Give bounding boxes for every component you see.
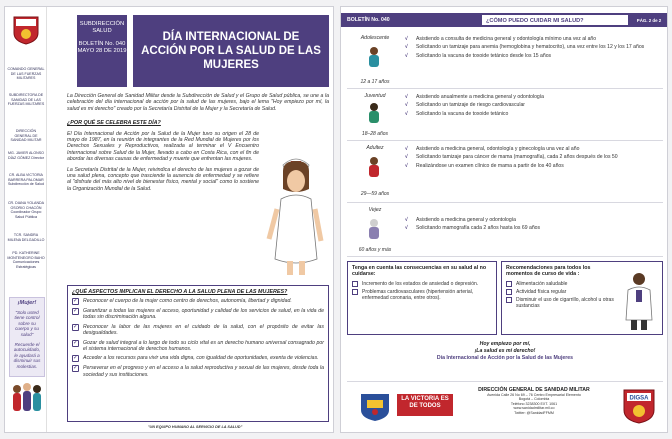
check-icon: √ [405,217,408,223]
mujer-note: Recuerde el autocuidado, le ayudará a disminuir sus molestias. [13,341,41,369]
care-item [405,217,659,223]
check-icon: √ [405,146,408,152]
square-bullet-icon [352,281,358,287]
care-text: Solicitando mamografía cada 2 años hasta los 69 años [416,225,541,232]
recommendation-item [506,281,618,287]
aspect-text: Perseverar en el progreso y en el acceso a la salud reproductiva y sexual de las mujeres, desde toda la sociedad y sus instituciones. [83,365,324,378]
adolescent-figure-icon [359,45,389,67]
why-heading: ¿POR QUÉ SE CELEBRA ESTE DÍA? [67,120,161,127]
care-item [405,102,659,108]
consequence-item [352,289,492,301]
check-icon: √ [405,154,408,161]
care-item [405,163,659,169]
care-question: ¿CÓMO PUEDO CUIDAR MI SALUD? [481,14,629,26]
logo-text: DIGSA [629,395,649,402]
aspect-item [72,308,324,321]
group-age: 12 a 17 años [360,79,390,85]
group-name: Adolescente [360,35,390,41]
consequences-box [347,261,497,335]
care-text: Solicitando tamizaje para cáncer de mama (mamografía), cada 2 años después de los 50 [416,154,618,161]
sidebar-entry: PD. KATHERINE MONTENEGRO BAHO Comunicaciones Estratégicas [7,251,45,269]
care-item [405,53,659,59]
group-name: Adultez [366,145,384,151]
bulletin-page-2 [340,6,668,433]
group-row-adolescente [347,33,663,89]
mujer-quote: "Solo usted tiene control sobre su cuerpo y su salud" [14,309,40,337]
recommendation-text: Disminuir el uso de cigarrillo, alcohol u otras sustancias [516,297,614,310]
checkbox-icon: ✓ [73,323,79,330]
aspect-text: Reconocer la labor de las mujeres en el cuidado de la salud, con el propósito de evitar las desigualdades. [83,323,324,337]
footer-address: Avenida Calle 26 No 69 – 76 Centro Empresarial Elemento [487,392,581,397]
youth-figure-icon [359,101,389,123]
checkbox-icon: ✓ [73,298,79,304]
check-icon: √ [405,162,408,169]
checkbox-icon: ✓ [73,365,79,372]
sidebar-entry: CR. DIANA YOLANDA OSORIO CHACÓN Coordinador Grupo Salud Pública [7,201,45,219]
sidebar-entry: MG. JAVIER ALONSO DÍAZ GÓMEZ Director [8,151,44,160]
doctor-illustration [622,270,656,332]
check-icon: √ [405,94,408,100]
square-bullet-icon [506,289,512,295]
sidebar-entry: SUBDIRECTORA DE SANIDAD DE LAS FUERZAS MILITARES [7,93,45,107]
care-text: Asistiendo a consulta de medicina general y odontología mínimo una vez al año [416,36,597,42]
group-row-adultez [347,143,663,203]
mujer-heading: ¡Mujer! [17,300,37,306]
square-bullet-icon [352,289,358,295]
aspect-item [72,365,324,378]
slogan: "UN EQUIPO HUMANO AL SERVICIO DE LA SALUD" [147,425,243,429]
check-icon: √ [405,102,408,109]
check-icon: √ [405,110,408,117]
footer-twitter[interactable]: Twitter: @SanidadFFMM [514,410,554,415]
elder-figure-icon [359,217,389,239]
recommendations-heading: Recomendaciones para todos los momentos de curso de vida : [506,265,591,278]
care-text: Asistiendo a medicina general, odontología y ginecología una vez al año [416,146,580,152]
bulletin-number: BOLETÍN No. 040 [347,17,390,23]
sidebar-entry: CR. ALBA VICTORIA BARRERA PALOMAR Subdirección de Salud [8,173,44,187]
aspect-item [72,324,324,337]
aspect-item [72,340,324,353]
aspects-heading: ¿QUÉ ASPECTOS IMPLICAN EL DERECHO A LA SALUD PLENA DE LAS MUJERES? [72,289,288,295]
aspect-text: Reconocer el cuerpo de la mujer como centro de derechos, autonomía, libertad y dignidad. [83,298,292,304]
group-age: 60 años y más [358,247,392,253]
group-age: 29—59 años [360,191,390,197]
care-item [405,146,659,152]
group-name: Vejez [368,207,382,213]
intro-text: La Dirección General de Sanidad Militar desde la Subdirección de Salud y el Grupo de Salud pública, se une a la celebración del día internacional de acción por la salud de las mujeres, bajo el lema "Hoy empiezo por mí, la salud es mi derecho" creado por la Secretaría Distrital de la Mujer y la Secretaría de Salud. [67,93,329,112]
campaign-badge: LA VICTORIA ES DE TODOS [397,394,453,416]
checkbox-icon: ✓ [73,339,79,346]
bulletin-date: MAYO 28 DE 2019 [77,48,127,54]
recommendation-text: Alimentación saludable [516,280,568,287]
care-item [405,154,659,160]
square-bullet-icon [506,281,512,287]
check-icon: √ [405,44,408,51]
women-group-illustration [9,379,45,419]
care-text: Solicitando la vacuna de toxoide tetánico desde los 15 años [416,52,552,59]
secretaria-text: La Secretaría Distrital de la Mujer, reivindica el derecho de las mujeres a gozar de una salud plena, concepto que trasciende la ausencia de enfermedad y se refiere al "disfrute del más alto nivel de bienestar físico, mental y social" como lo sostiene la Organización Mundial de la Salud. [67,166,259,192]
consequence-text: Incremento de los estados de ansiedad o depresión. [362,280,479,287]
footer-title: DIRECCIÓN GENERAL DE SANIDAD MILITAR [478,387,590,393]
care-item [405,44,659,50]
bulletin-number: BOLETÍN No. 040 [78,41,126,47]
square-bullet-icon [506,297,512,303]
aspects-section [67,285,329,422]
mujer-callout [9,297,45,377]
check-icon: √ [405,52,408,59]
care-item [405,94,659,100]
care-text: Asistiendo anualmente a medicina general y odontología [416,94,544,100]
recommendation-item [506,297,618,309]
bulletin-info [77,15,127,87]
closing-line-2: ¡La salud es mi derecho! [474,348,536,354]
closing-line-3: Día Internacional de Acción por la Salud de las Mujeres [436,355,574,361]
nurse-illustration [263,149,329,279]
sidebar-entry: TCR. SANDRA MILENA DELGADILLO [7,233,45,242]
recommendation-item [506,289,618,295]
group-row-juventud [347,91,663,141]
contact-block [459,388,609,416]
military-crest-logo [357,390,393,422]
group-age: 18–28 años [361,131,389,137]
bulletin-page-1 [4,6,334,433]
sidebar [5,7,47,433]
history-text: El Día Internacional de Acción por la Salud de la Mujer tuvo su origen el 28 de mayo de 1987, en la reunión de integrantes de la Red Mundial de Mujeres por los Derechos Sexuales y Reproductivos, realizada al terminar el V Encuentro Internacional sobre Salud de la Mujer, llevado a cabo en Costa Rica, con el fin de abordar las diversas causas de enfermedad y muerte que enfrentan las mujeres. [67,130,259,163]
recommendations-box [501,261,663,335]
consequence-item [352,281,492,287]
subdireccion-label: SUBDIRECCIÓN SALUD [79,21,125,34]
group-name: Juventud [364,93,386,99]
footer [347,381,663,427]
page2-header-bar [341,13,668,27]
care-item [405,225,659,231]
care-text: Realizándose un examen clínico de mama a partir de los 40 años [416,162,564,169]
adult-figure-icon [359,155,389,177]
digsa-shield-logo [621,388,657,424]
check-icon: √ [405,36,408,42]
consequences-heading: Tenga en cuenta las consecuencias en su salud al no cuidarse: [352,265,487,278]
page-title: DÍA INTERNACIONAL DE ACCIÓN POR LA SALUD DE LAS MUJERES [133,15,329,87]
check-icon: √ [405,225,408,232]
consequence-text: Problemas cardiovasculares (hipertensión arterial, enfermedad coronaria, entre otros). [362,289,474,302]
aspect-text: Acceder a los recursos para vivir una vida digna, con igualdad de oportunidades, exenta de violencias. [83,355,319,362]
aspect-item [72,298,324,305]
care-item [405,36,659,42]
aspect-item [72,355,324,362]
care-text: Solicitando un tamizaje de riesgo cardiovascular [416,102,526,109]
care-text: Asistiendo a medicina general y odontología [416,217,516,223]
care-text: Solicitando un tamizaje para anemia (hemoglobina y hematocrito), una vez entre los 12 y los 17 años [416,44,645,51]
footer-phone: Teléfono 3238300 EXT. 1061 [510,401,558,406]
closing-line-1: Hoy empiezo por mí, [479,341,531,347]
sidebar-entry: DIRECCIÓN GENERAL DE SANIDAD MILITAR [10,129,42,143]
closing-message [347,341,663,362]
digsa-shield-logo [11,15,41,45]
checkbox-icon: ✓ [73,308,79,314]
aspect-text: Gozar de salud integral a lo largo de todo su ciclo vital es un derecho humano universal consagrado por el sistema internacional de derechos humanos. [83,339,324,353]
page-number: PÁG. 2 de 2 [636,17,662,23]
footer-website[interactable]: www.sanidadmilitar.mil.co [513,406,555,411]
group-row-vejez [347,205,663,257]
aspect-text: Garantizar a todas las mujeres el acceso, oportunidad y calidad de los servicios de salud, en la vida de todas sin discriminación alguna. [83,308,324,321]
sidebar-entry: COMANDO GENERAL DE LAS FUERZAS MILITARES [7,67,45,81]
recommendation-text: Actividad física regular [516,289,567,296]
care-item [405,111,659,117]
footer-city: Bogotá – Colombia [518,397,550,402]
care-text: Solicitando la vacuna de toxoide tetánico [416,110,509,117]
checkbox-icon: ✓ [73,355,79,362]
